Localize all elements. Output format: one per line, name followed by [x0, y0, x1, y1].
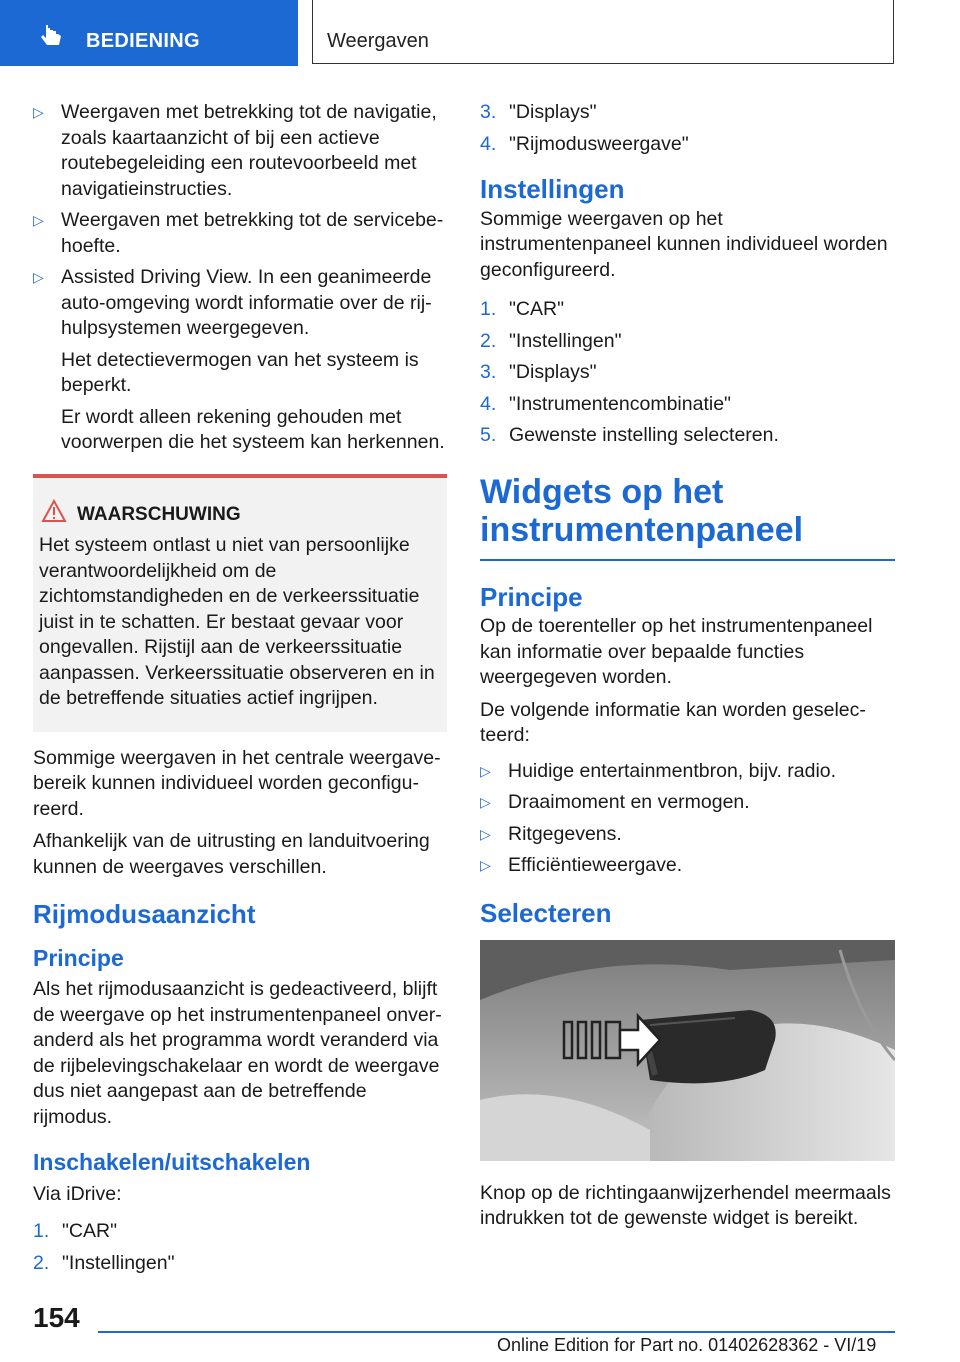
turn-signal-lever-illustration: [480, 940, 895, 1161]
bullet-subtext: Er wordt alleen rekening gehouden met voorwerpen die het systeem kan herkennen.: [61, 405, 445, 453]
paragraph: Sommige weergaven in het centrale weergavebereik kunnen individueel worden geconfigureerd.: [33, 746, 441, 820]
step-item: 3. "Displays": [480, 361, 597, 383]
edition-info: Online Edition for Part no. 01402628362 - VI/19: [497, 1335, 877, 1355]
step-item: 5. Gewenste instelling selecteren.: [480, 424, 779, 446]
section-tab[interactable]: [0, 0, 298, 66]
triangle-bullet-icon: ▷: [480, 825, 491, 842]
step-item: 4. "Instrumentencombinatie": [480, 392, 731, 415]
page-number: 154: [33, 1302, 80, 1333]
step-item: 2. "Instellingen": [33, 1251, 175, 1274]
triangle-bullet-icon: ▷: [480, 762, 491, 779]
image-caption: Knop op de richtingaanwijzerhendel meermaals indrukken tot de gewenste widget is bereikt.: [480, 1181, 891, 1229]
triangle-bullet-icon: ▷: [480, 857, 491, 873]
step-item: 2. "Instellingen": [480, 329, 622, 352]
triangle-bullet-icon: ▷: [33, 104, 44, 120]
page-header: [312, 0, 894, 64]
heading-inschakelen: Inschakelen/uitschakelen: [33, 1149, 311, 1175]
triangle-bullet-icon: ▷: [480, 794, 491, 810]
list-item: ▷ Draaimoment en vermogen.: [480, 790, 895, 816]
step-item: 1. "CAR": [480, 298, 565, 320]
heading-instellingen: Instellingen: [480, 174, 625, 204]
list-item: ▷ Assisted Driving View. In een geanimeerde auto-omgeving wordt informatie over de rijhulpsystemen weergegeven.: [33, 266, 432, 339]
heading-principe: Principe: [480, 581, 583, 612]
heading-selecteren: Selecteren: [480, 897, 612, 928]
heading-principe: Principe: [33, 944, 124, 971]
warning-title: WAARSCHUWING: [39, 502, 439, 528]
warning-text: Het systeem ontlast u niet van persoonlijke verantwoordelijkheid om de zichtomstandigheden en de verkeerssituatie juist in te schatten. Er bestaat gevaar voor ongevallen. Rijstijl aan de verkeerssituatie aanpassen. Verkeerssituatie observeren en in de betreffende situaties actief ingrijpen.: [39, 534, 435, 709]
heading-widgets: Widgets op het instrumentenpaneel: [480, 473, 895, 561]
paragraph: Afhankelijk van de uitrusting en landuitvoering kunnen de weergaves verschillen.: [33, 830, 430, 878]
warning-box: [33, 474, 447, 732]
footer-divider: [98, 1331, 895, 1333]
paragraph: Via iDrive:: [33, 1182, 122, 1205]
step-item: 4. "Rijmodusweergave": [480, 132, 689, 155]
list-item: ▷ Weergaven met betrekking tot de navigatie, zoals kaartaanzicht of bij een actieve routebegeleiding een routevoorbeeld met navigatieinstructies.: [33, 101, 437, 200]
paragraph: De volgende informatie kan worden geselecteerd:: [480, 698, 866, 746]
triangle-bullet-icon: ▷: [33, 212, 44, 228]
left-column: [33, 100, 447, 1282]
list-item: ▷ Huidige entertainmentbron, bijv. radio.: [480, 759, 895, 785]
page-title: Weergaven: [327, 30, 429, 52]
right-column: [480, 100, 895, 1239]
paragraph: Op de toerenteller op het instrumentenpaneel kan informatie over bepaalde functies weergegeven worden.: [480, 615, 873, 688]
list-item: ▷ Weergaven met betrekking tot de servicebehoefte.: [33, 209, 444, 257]
step-item: 3. "Displays": [480, 101, 597, 123]
paragraph: Sommige weergaven op het instrumentenpaneel kunnen individueel worden geconfigureerd.: [480, 207, 888, 281]
step-item: 1. "CAR": [33, 1220, 118, 1242]
list-item: ▷ Ritgegevens.: [480, 822, 895, 848]
heading-rijmodusaanzicht: Rijmodusaanzicht: [33, 899, 256, 929]
hand-pointer-icon: [38, 22, 66, 50]
list-item: ▷ Efficiëntieweergave.: [480, 853, 895, 879]
paragraph: Als het rijmodusaanzicht is gedeactiveerd, blijft de weergave op het instrumentenpaneel onveranderd als het programma wordt veranderd via de rijbelevingschakelaar en wordt de weergave dus niet aangepast aan de betreffende rijmodus.: [33, 978, 442, 1128]
triangle-bullet-icon: ▷: [33, 269, 44, 285]
warning-triangle-icon: [41, 499, 67, 523]
section-label: BEDIENING: [86, 30, 200, 52]
bullet-subtext: Het detectievermogen van het systeem is beperkt.: [61, 348, 419, 396]
